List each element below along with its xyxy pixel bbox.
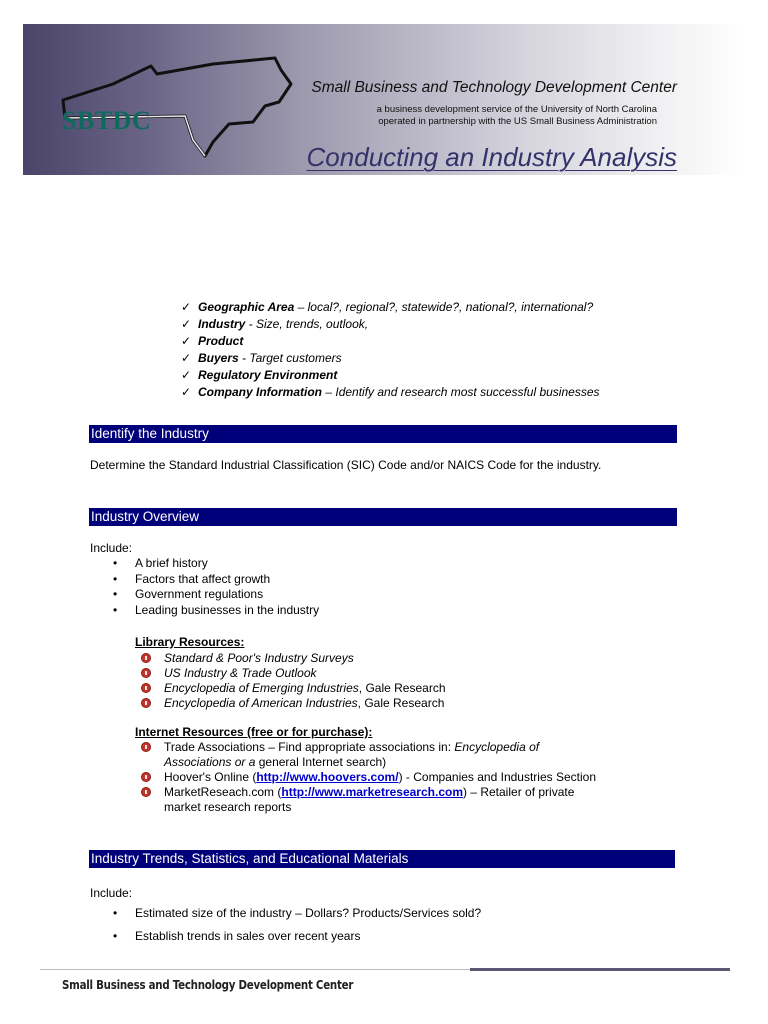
org-subtitle-line1: a business development service of the University of North Carolina — [376, 104, 657, 115]
internet-resources-heading: Internet Resources (free or for purchase): — [135, 725, 373, 739]
header-banner — [23, 24, 745, 175]
section-heading-industry-overview: Industry Overview — [89, 508, 677, 526]
bullet-icon — [141, 742, 151, 752]
list-item-continuation: market research reports — [164, 800, 292, 814]
checkmark-icon: ✓ — [181, 351, 192, 365]
list-item: • Leading businesses in the industry — [113, 602, 320, 617]
identify-industry-text: Determine the Standard Industrial Classification (SIC) Code and/or NAICS Code for the industry. — [90, 458, 602, 472]
list-item: Standard & Poor's Industry Surveys — [141, 651, 446, 666]
list-item: MarketReseach.com (http://www.marketresearch.com) – Retailer of private — [141, 785, 596, 800]
checklist-item: ✓ Buyers - Target customers — [181, 351, 342, 365]
overview-bullet-list — [113, 556, 319, 618]
checkmark-icon: ✓ — [181, 300, 192, 314]
bullet-icon — [141, 772, 151, 782]
footer-divider — [40, 969, 470, 970]
checkmark-icon: ✓ — [181, 385, 192, 399]
checkmark-icon: ✓ — [181, 368, 192, 382]
footer-accent-bar — [470, 968, 730, 971]
list-item-continuation: Associations or a general Internet search) — [164, 755, 387, 769]
library-resources-list — [141, 651, 446, 711]
internet-resources-list — [141, 740, 596, 815]
list-item: Encyclopedia of Emerging Industries, Gale Research — [141, 681, 446, 696]
list-item: • Government regulations — [113, 587, 264, 601]
section-heading-identify-industry: Identify the Industry — [89, 425, 677, 443]
section-heading-industry-trends: Industry Trends, Statistics, and Educational Materials — [89, 850, 675, 868]
sbtdc-logo: SBTDC — [62, 106, 152, 135]
include-label: Include: — [90, 541, 133, 555]
checklist-item: ✓ Geographic Area – local?, regional?, statewide?, national?, international? — [181, 300, 594, 314]
checklist-item: ✓ Company Information – Identify and research most successful businesses — [181, 385, 600, 399]
list-item: • Establish trends in sales over recent years — [113, 929, 361, 943]
list-item: Encyclopedia of American Industries, Gale Research — [141, 696, 446, 711]
checklist-item: ✓ Regulatory Environment — [181, 368, 338, 382]
checklist-item: ✓ Industry - Size, trends, outlook, — [181, 317, 369, 331]
footer-org-name: Small Business and Technology Development Center — [62, 977, 354, 992]
list-item: Trade Associations – Find appropriate associations in: Encyclopedia of — [141, 740, 596, 755]
list-item: • Estimated size of the industry – Dollars? Products/Services sold? — [113, 906, 482, 920]
library-resources-heading: Library Resources: — [135, 635, 245, 649]
bullet-icon — [141, 787, 151, 797]
list-item: Hoover's Online (http://www.hoovers.com/) - Companies and Industries Section — [141, 770, 596, 785]
list-item: • Factors that affect growth — [113, 571, 271, 586]
checklist-item: ✓ Product — [181, 334, 244, 348]
trends-bullet-list — [113, 902, 481, 948]
include-label: Include: — [90, 886, 133, 900]
org-title: Small Business and Technology Development Center — [311, 79, 677, 96]
org-subtitle-line2: operated in partnership with the US Small Business Administration — [378, 116, 657, 127]
bullet-icon — [141, 653, 151, 663]
bullet-icon — [141, 698, 151, 708]
page-title: Conducting an Industry Analysis — [306, 142, 677, 172]
list-item: • A brief history — [113, 556, 208, 570]
hoovers-link[interactable]: http://www.hoovers.com/ — [256, 770, 399, 784]
bullet-icon — [141, 683, 151, 693]
marketresearch-link[interactable]: http://www.marketresearch.com — [281, 785, 463, 799]
checkmark-icon: ✓ — [181, 334, 192, 348]
list-item: US Industry & Trade Outlook — [141, 666, 446, 681]
checkmark-icon: ✓ — [181, 317, 192, 331]
bullet-icon — [141, 668, 151, 678]
analysis-checklist — [181, 299, 600, 401]
